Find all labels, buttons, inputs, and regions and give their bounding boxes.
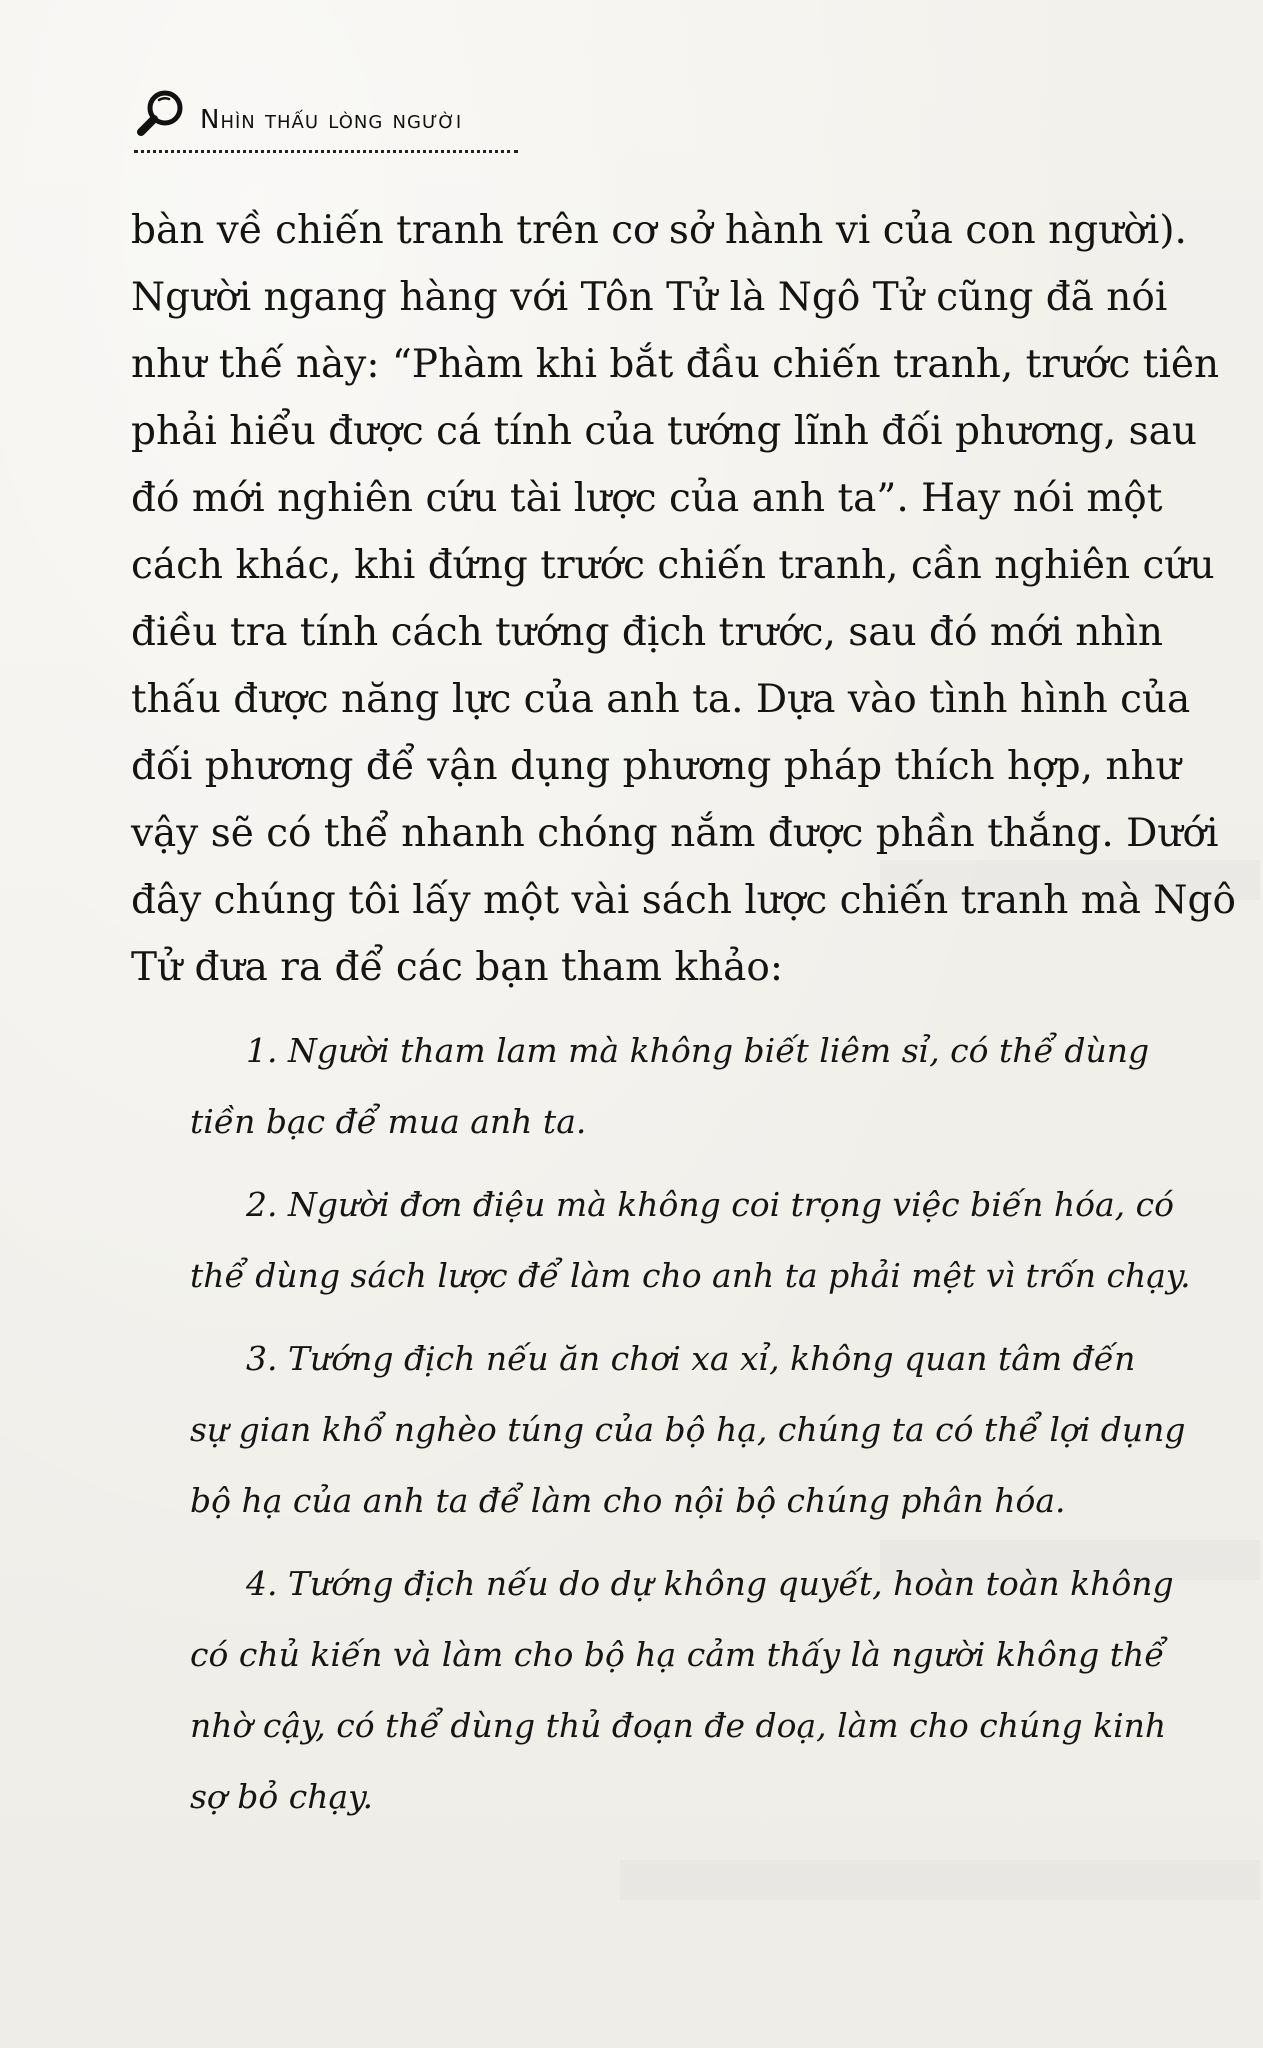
body-paragraph xyxy=(131,197,1263,1001)
list-item xyxy=(190,1323,1190,1536)
text-line: Người ngang hàng với Tôn Tử là Ngô Tử cũng đã nói xyxy=(131,275,1168,320)
text-line: điều tra tính cách tướng địch trước, sau đó mới nhìn xyxy=(131,610,1164,655)
list-item-line: 2. Người đơn điệu mà không coi trọng việc biến hóa, có xyxy=(246,1185,1174,1224)
list-item-line: 1. Người tham lam mà không biết liêm sỉ, có thể dùng xyxy=(246,1031,1150,1070)
list-item xyxy=(190,1548,1190,1832)
text-line: Tử đưa ra để các bạn tham khảo: xyxy=(131,945,784,990)
text-line: như thế này: “Phàm khi bắt đầu chiến tranh, trước tiên xyxy=(131,342,1220,387)
text-line: đó mới nghiên cứu tài lược của anh ta”. Hay nói một xyxy=(131,476,1163,521)
list-item-line: bộ hạ của anh ta để làm cho nội bộ chúng phân hóa. xyxy=(190,1481,1066,1520)
strategy-list xyxy=(190,1015,1190,1844)
text-line: đây chúng tôi lấy một vài sách lược chiến tranh mà Ngô xyxy=(131,878,1236,923)
list-item-line: 3. Tướng địch nếu ăn chơi xa xỉ, không quan tâm đến xyxy=(246,1339,1136,1378)
text-line: cách khác, khi đứng trước chiến tranh, cần nghiên cứu xyxy=(131,543,1215,588)
list-item-line: tiền bạc để mua anh ta. xyxy=(190,1102,587,1141)
list-item-line: có chủ kiến và làm cho bộ hạ cảm thấy là người không thể xyxy=(190,1635,1165,1674)
text-line: bàn về chiến tranh trên cơ sở hành vi của con người). xyxy=(131,208,1187,253)
list-item-line: 4. Tướng địch nếu do dự không quyết, hoàn toàn không xyxy=(246,1564,1174,1603)
list-item xyxy=(190,1015,1190,1157)
list-item-line: sợ bỏ chạy. xyxy=(190,1777,373,1816)
running-header xyxy=(134,82,462,144)
text-line: đối phương để vận dụng phương pháp thích hợp, như xyxy=(131,744,1181,789)
list-item-line: sự gian khổ nghèo túng của bộ hạ, chúng ta có thể lợi dụng xyxy=(190,1410,1186,1449)
list-item-line: nhờ cậy, có thể dùng thủ đoạn đe doạ, làm cho chúng kinh xyxy=(190,1706,1167,1745)
text-line: vậy sẽ có thể nhanh chóng nắm được phần thắng. Dưới xyxy=(131,811,1219,856)
list-item-line: thể dùng sách lược để làm cho anh ta phải mệt vì trốn chạy. xyxy=(190,1256,1191,1295)
header-dotted-rule xyxy=(134,150,518,153)
text-line: thấu được năng lực của anh ta. Dựa vào tình hình của xyxy=(131,677,1191,722)
bleed-through-shadow xyxy=(620,1860,1260,1900)
magnifier-icon xyxy=(134,85,190,141)
book-title: Nhìn thấu lòng người xyxy=(200,105,463,135)
list-item xyxy=(190,1169,1190,1311)
text-line: phải hiểu được cá tính của tướng lĩnh đối phương, sau xyxy=(131,409,1197,454)
